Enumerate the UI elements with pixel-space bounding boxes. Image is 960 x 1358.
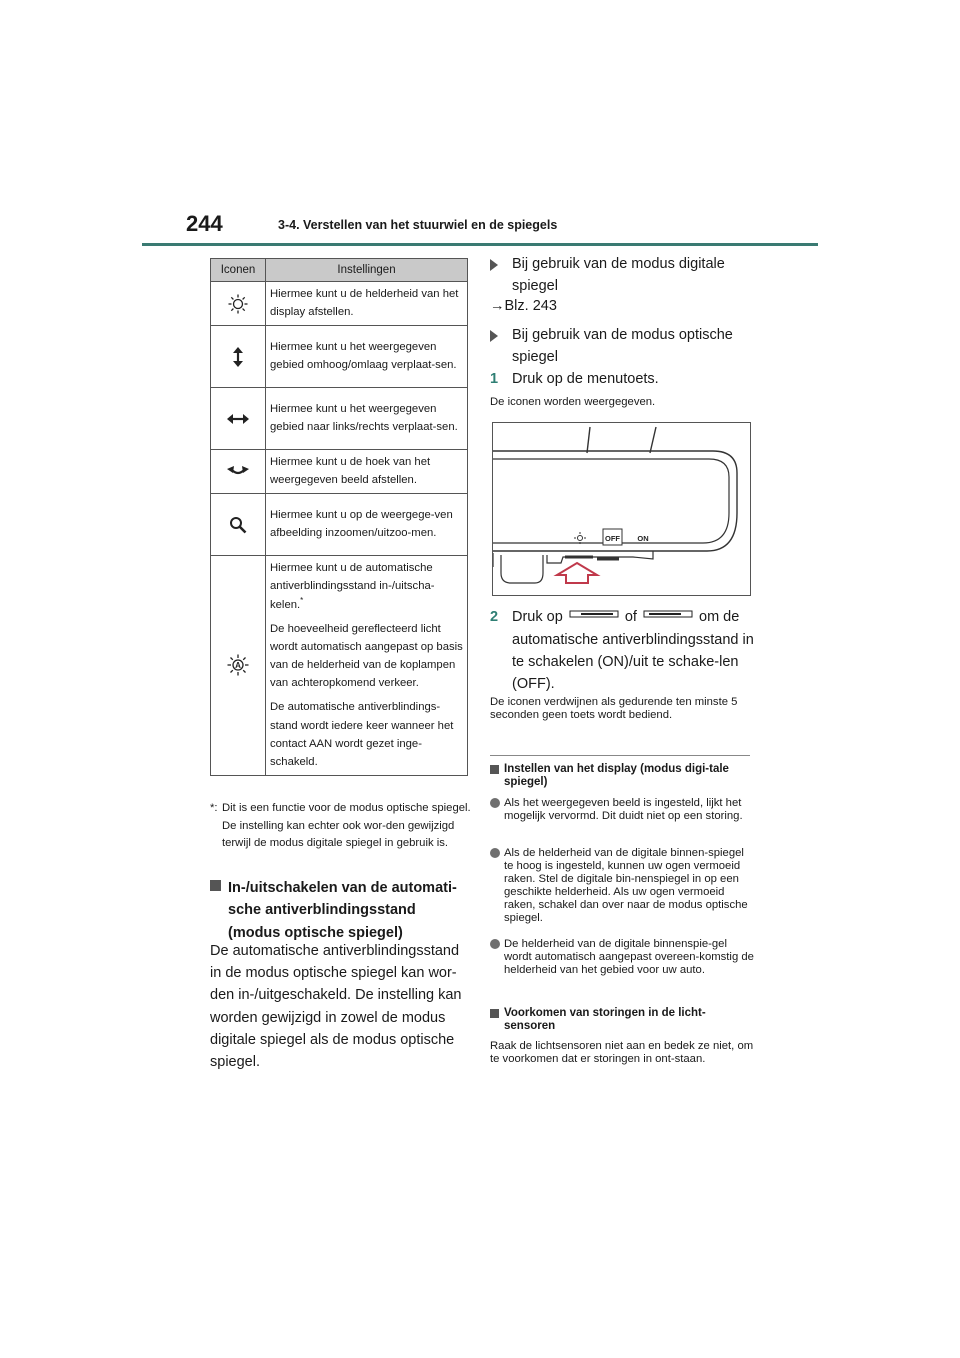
antiglare-on-key-icon [569, 606, 619, 628]
column-header-icons: Iconen [211, 259, 266, 282]
bullet-text: Bij gebruik van de modus digitale spiegel [512, 256, 725, 294]
table-header-row [211, 259, 468, 282]
brightness-icon [211, 282, 266, 326]
antiglare-off-key-icon [643, 606, 693, 628]
list-item-text: Als de helderheid van de digitale binnen-spiegel te hoog is ingesteld, kunnen uw ogen vermoeid raken. Stel de digitale bin-nenspiegel in op een geschikte helderheid. Als uw ogen vermoeid raken, schakel dan over naar de modus optische spiegel. [504, 847, 748, 924]
brightness-icon [574, 532, 586, 544]
circle-bullet-icon [490, 848, 500, 858]
list-item [490, 847, 755, 925]
table-row [211, 388, 468, 450]
setting-description: Hiermee kunt u de helderheid van het display afstellen. [266, 282, 468, 326]
section-heading-text: In-/uitschakelen van de automati-sche antiverblindingsstand (modus optische spiegel) [228, 880, 457, 941]
step-text: Druk op de menutoets. [512, 371, 659, 387]
step-note: De iconen verdwijnen als gedurende ten minste 5 seconden geen toets wordt bediend. [490, 696, 738, 721]
section-title: 3-4. Verstellen van het stuurwiel en de spiegels [278, 218, 558, 232]
step-text: Druk op of om de automatische antiverblindingsstand in te schakelen (ON)/uit te schake-len (OFF). [490, 606, 760, 696]
square-bullet-icon [490, 1009, 499, 1018]
bullet-text: Bij gebruik van de modus optische spiegel [512, 327, 733, 365]
mode-bullet-digital [490, 254, 760, 298]
column-header-settings: Instellingen [266, 259, 468, 282]
angle-icon [211, 450, 266, 494]
subheading-sensors [490, 1007, 755, 1033]
triangle-bullet-icon [490, 259, 498, 271]
subheading-text: Voorkomen van storingen in de licht-sensoren [504, 1007, 706, 1033]
setting-description: Hiermee kunt u het weergegeven gebied omhoog/omlaag verplaat-sen. [266, 326, 468, 388]
svg-text:A: A [235, 661, 241, 671]
list-item-text: Als het weergegeven beeld is ingesteld, lijkt het mogelijk vervormd. Dit duidt niet op een storing. [504, 797, 743, 822]
table-row [211, 450, 468, 494]
header-rule [142, 243, 818, 246]
auto-antiglare-icon [211, 556, 266, 775]
table-row [211, 282, 468, 326]
circle-bullet-icon [490, 939, 500, 949]
step-2 [490, 606, 760, 696]
list-item [490, 797, 755, 823]
footnote-text: Dit is een functie voor de modus optische spiegel. De instelling kan echter ook wor-den gewijzigd terwijl de modus digitale spiegel in gebruik is. [222, 802, 471, 849]
setting-description: Hiermee kunt u de automatische antiverblindingsstand in-/uitscha-kelen.* De hoeveelheid gereflecteerd licht wordt automatisch aangepast op basis van de helderheid van de koplampen van achteropkomend verkeer. De automatische antiverblindings-stand wordt iedere keer wanneer het contact AAN wordt gezet inge-schakeld. [266, 556, 468, 775]
setting-description: Hiermee kunt u het weergegeven gebied naar links/rechts verplaat-sen. [266, 388, 468, 450]
section-heading [210, 877, 472, 944]
horizontal-arrows-icon [211, 388, 266, 450]
footnote-marker: * [300, 596, 304, 606]
step-number: 1 [490, 371, 499, 387]
page-reference: →Blz. 243 [490, 298, 557, 314]
table-row [211, 494, 468, 556]
page-number: 244 [186, 211, 223, 236]
divider [490, 755, 750, 756]
icon-settings-table [210, 258, 468, 776]
step-note: De iconen worden weergegeven. [490, 396, 656, 408]
footnote-mark: *: [210, 802, 218, 814]
step-1 [490, 369, 760, 391]
list-item [490, 938, 755, 977]
vertical-arrows-icon [211, 326, 266, 388]
square-bullet-icon [210, 880, 221, 891]
zoom-icon [211, 494, 266, 556]
triangle-bullet-icon [490, 330, 498, 342]
setting-description: Hiermee kunt u op de weergege-ven afbeelding inzoomen/uitzoo-men. [266, 494, 468, 556]
on-label: ON [637, 534, 649, 543]
square-bullet-icon [490, 765, 499, 774]
step-number: 2 [490, 609, 499, 625]
footnote [210, 800, 472, 853]
pointer-arrow-icon [557, 563, 597, 583]
table-row [211, 326, 468, 388]
circle-bullet-icon [490, 798, 500, 808]
subheading-display [490, 763, 755, 789]
subheading-text: Instellen van het display (modus digi-tale spiegel) [504, 763, 729, 789]
list-item-text: De helderheid van de digitale binnenspie-gel wordt automatisch aangepast overeen-komstig de helderheid van het gebied voor uw auto. [504, 938, 754, 976]
table-row [211, 556, 468, 775]
sensors-body: Raak de lichtsensoren niet aan en bedek ze niet, om te voorkomen dat er storingen in ont-staan. [490, 1040, 754, 1065]
section-body: De automatische antiverblindingsstand in de modus optische spiegel kan wor-den in-/uitgeschakeld. De instelling kan worden gewijzigd in zowel de modus digitale spiegel als de modus optische spiegel. [210, 943, 462, 1070]
setting-description: Hiermee kunt u de hoek van het weergegeven beeld afstellen. [266, 450, 468, 494]
mirror-illustration [492, 422, 751, 596]
mode-bullet-optical [490, 325, 760, 369]
off-label: OFF [605, 534, 620, 543]
